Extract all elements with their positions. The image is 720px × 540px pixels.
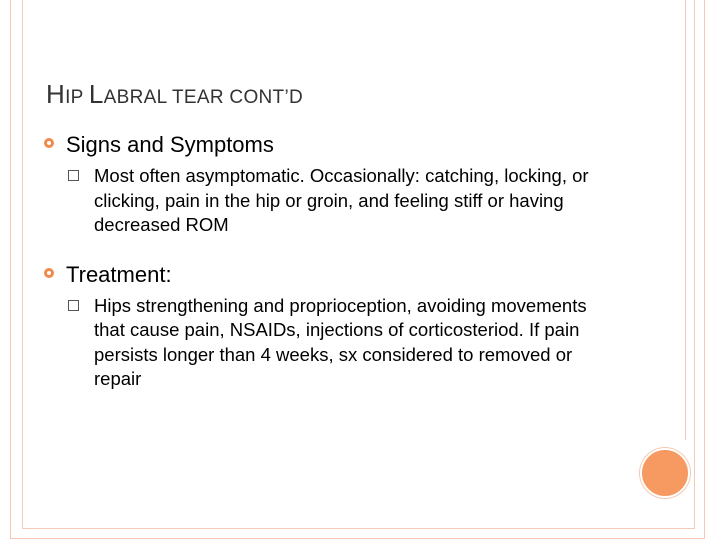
bullet-signs-and-symptoms <box>44 130 664 160</box>
sub-bullet-text: Most often asymptomatic. Occasionally: catching, locking, or clicking, pain in the hip or groin, and feeling stiff or having decreased ROM <box>94 165 589 235</box>
circle-bullet-icon <box>44 268 54 278</box>
slide-title <box>46 74 303 111</box>
square-bullet-icon <box>68 300 79 311</box>
bullet-treatment <box>44 260 664 290</box>
title-part: H <box>46 79 66 109</box>
title-part: L <box>88 79 104 109</box>
slide-body <box>44 130 664 414</box>
square-bullet-icon <box>68 170 79 181</box>
decorative-circle-icon <box>640 448 690 498</box>
sub-bullet-treatment <box>64 294 614 392</box>
circle-bullet-icon <box>44 138 54 148</box>
title-part: ABRAL TEAR CONT’D <box>103 87 303 108</box>
sub-bullet-text: Hips strengthening and proprioception, avoiding movements that cause pain, NSAIDs, injections of corticosteriod. If pain persists longer than 4 weeks, sx considered to removed or repair <box>94 294 587 389</box>
bullet-heading: Treatment: <box>66 261 172 287</box>
title-part: IP <box>65 87 89 108</box>
sub-bullet-symptoms <box>64 164 614 238</box>
bullet-heading: Signs and Symptoms <box>66 132 274 157</box>
decorative-line <box>685 0 686 440</box>
